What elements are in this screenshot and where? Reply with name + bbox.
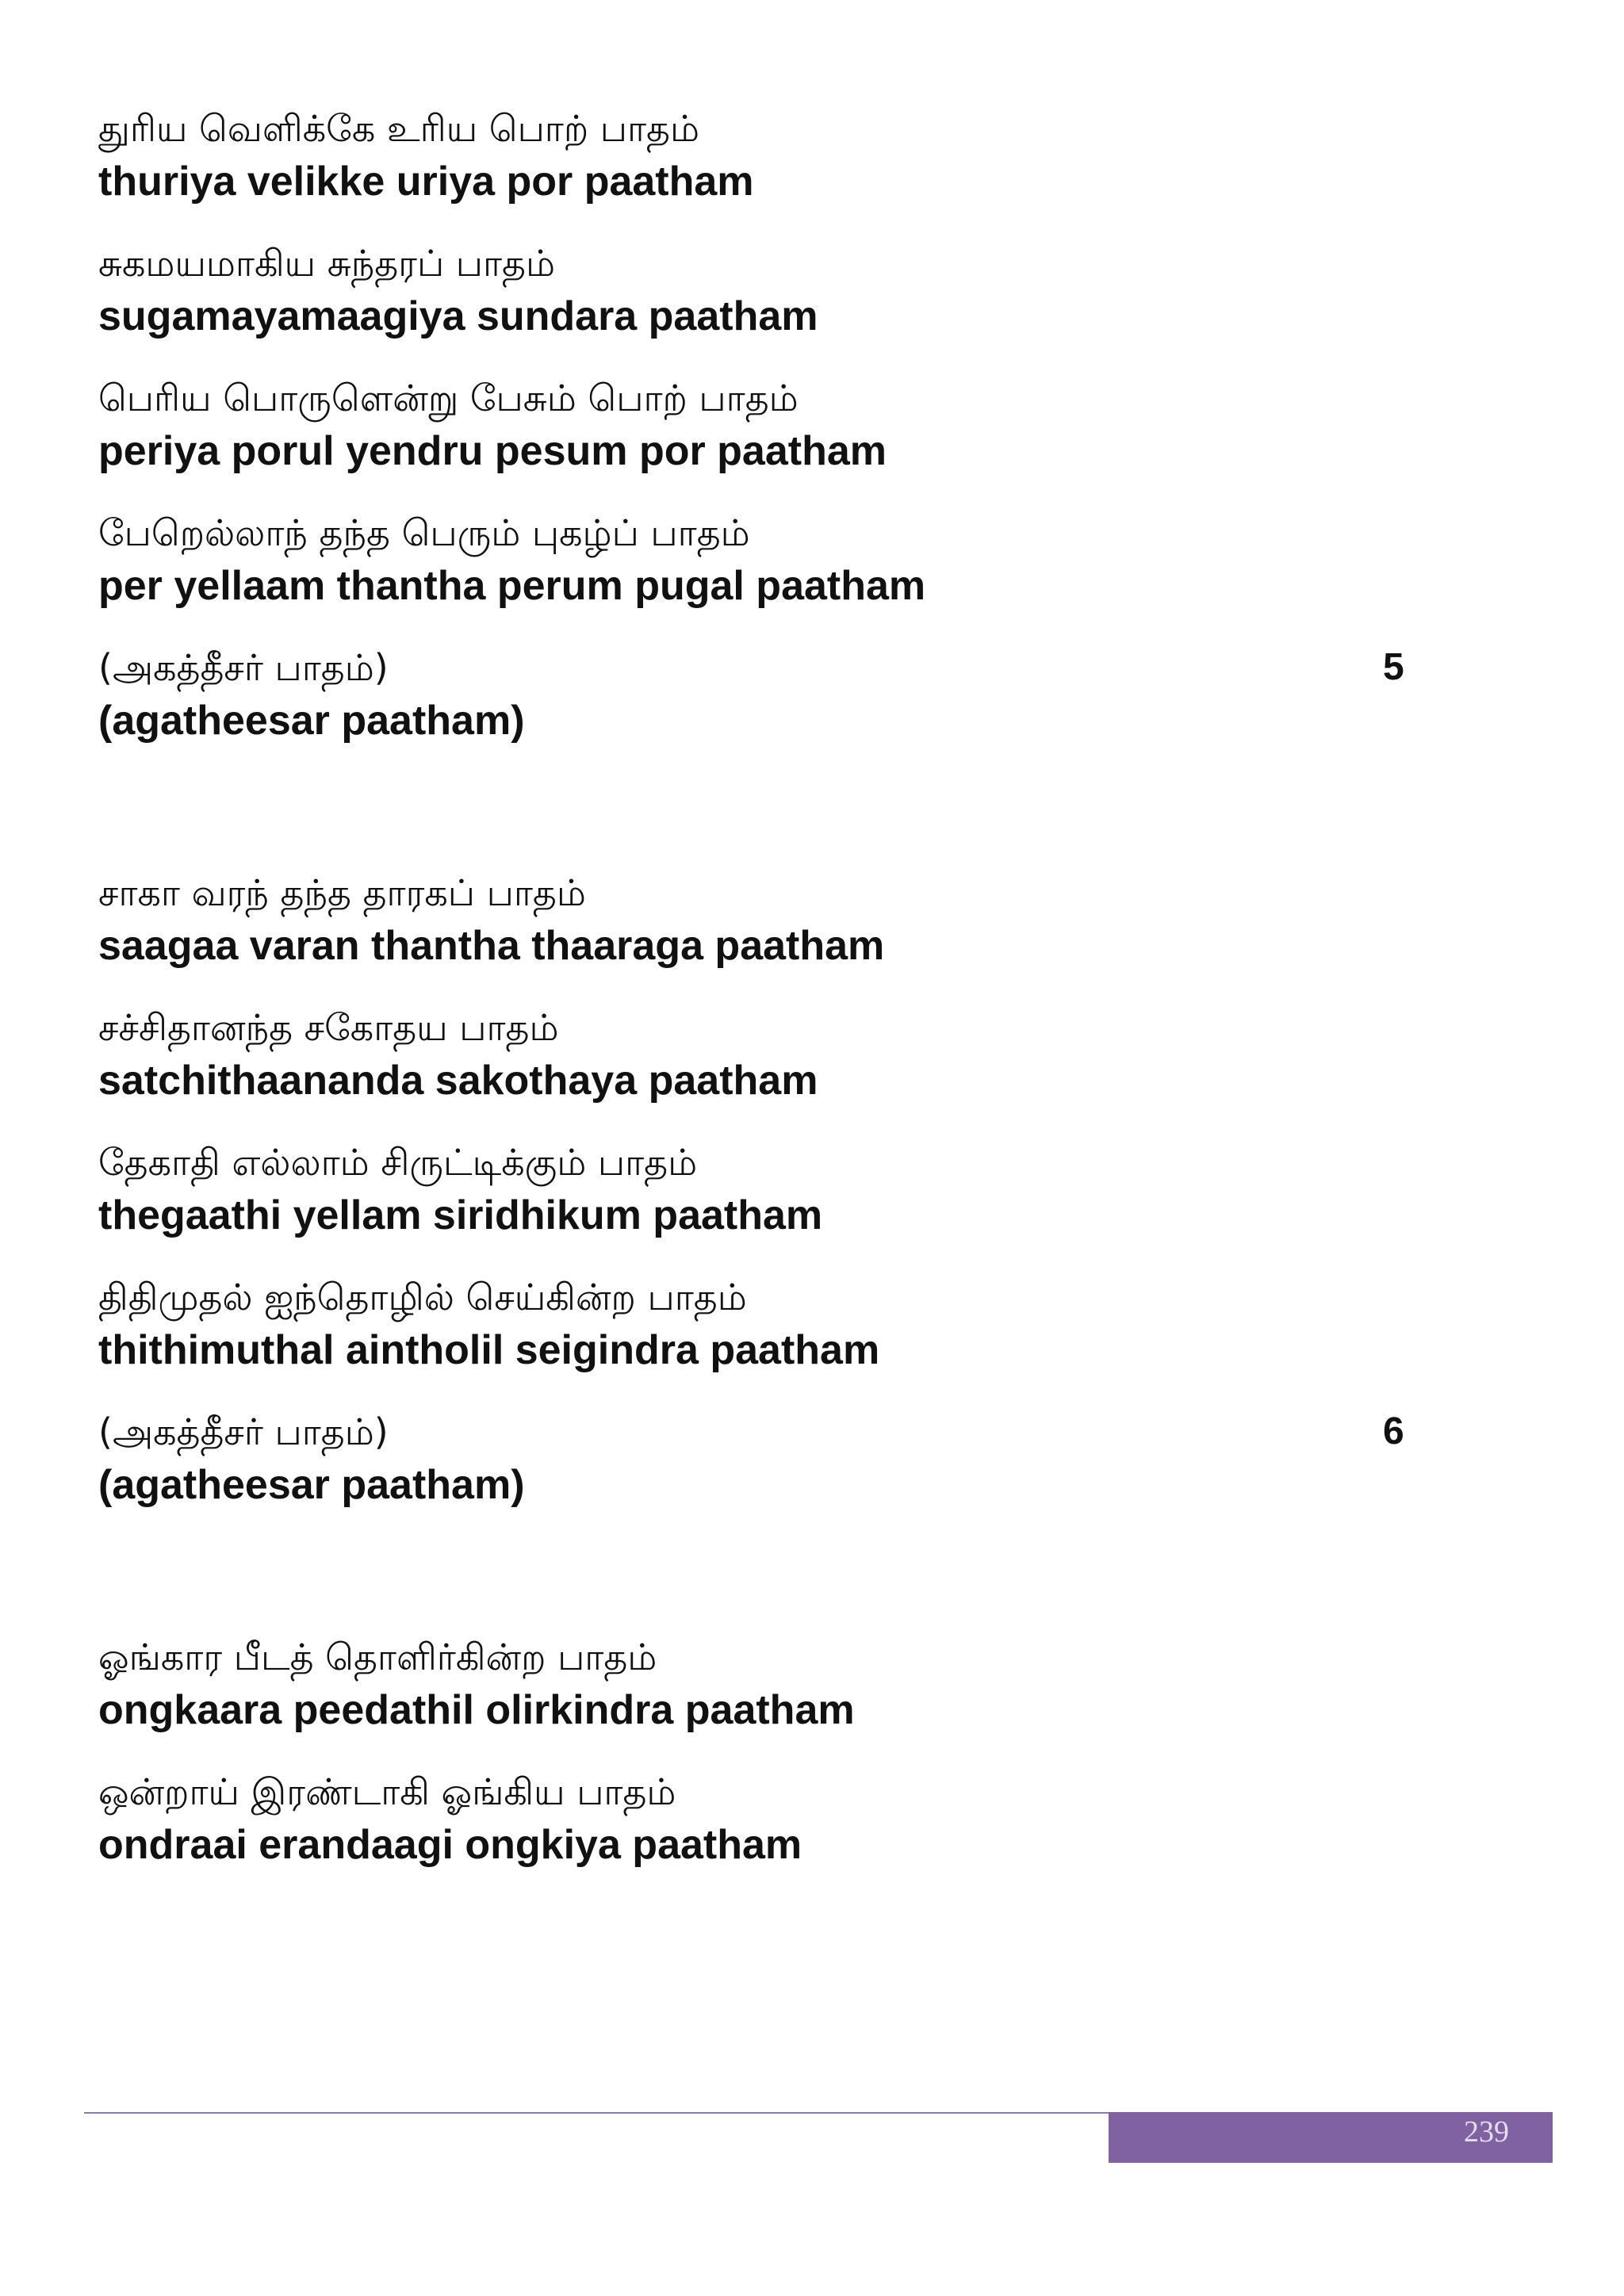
refrain-stanza (98, 1406, 1431, 1513)
page-number: 239 (1464, 2115, 1509, 2149)
transliteration-line: thegaathi yellam siridhikum paatham (98, 1192, 823, 1238)
tamil-line: துரிய வெளிக்கே உரிய பொற் பாதம் (98, 107, 700, 150)
tamil-line: பேறெல்லாந் தந்த பெரும் புகழ்ப் பாதம் (98, 511, 750, 554)
stanza (98, 1137, 1431, 1243)
tamil-refrain-line (98, 642, 1431, 693)
tamil-line: சாகா வரந் தந்த தாரகப் பாதம் (98, 871, 586, 914)
stanza (98, 238, 1431, 344)
verse-number: 6 (1383, 1410, 1404, 1452)
tamil-line: ஓங்கார பீடத் தொளிர்கின்ற பாதம் (98, 1636, 657, 1678)
tamil-line: சச்சிதானந்த சகோதய பாதம் (98, 1006, 559, 1049)
stanza (98, 1766, 1431, 1873)
stanza (98, 103, 1431, 209)
tamil-line: தேகாதி எல்லாம் சிருட்டிக்கும் பாதம் (98, 1141, 698, 1184)
transliteration-line: sugamayamaagiya sundara paatham (98, 293, 818, 339)
transliteration-refrain-line: (agatheesar paatham) (98, 698, 525, 744)
tamil-line: சுகமயமாகிய சுந்தரப் பாதம் (98, 242, 556, 285)
stanza (98, 507, 1431, 614)
transliteration-line: ongkaara peedathil olirkindra paatham (98, 1687, 855, 1733)
tamil-refrain-line (98, 1406, 1431, 1457)
tamil-refrain-text: (அகத்தீசர் பாதம்) (98, 646, 389, 689)
transliteration-line: ondraai erandaagi ongkiya paatham (98, 1822, 802, 1868)
transliteration-line: thuriya velikke uriya por paatham (98, 159, 754, 205)
page-number-box (1109, 2112, 1553, 2163)
stanza (98, 1272, 1431, 1378)
transliteration-line: per yellaam thantha perum pugal paatham (98, 563, 926, 609)
transliteration-refrain-line: (agatheesar paatham) (98, 1462, 525, 1508)
stanza (98, 373, 1431, 479)
tamil-line: பெரிய பொருளென்று பேசும் பொற் பாதம் (98, 377, 799, 419)
transliteration-line: satchithaananda sakothaya paatham (98, 1058, 818, 1104)
transliteration-line: saagaa varan thantha thaaraga paatham (98, 923, 885, 969)
tamil-line: திதிமுதல் ஐந்தொழில் செய்கின்ற பாதம் (98, 1276, 747, 1318)
transliteration-line: thithimuthal aintholil seigindra paatham (98, 1327, 880, 1373)
verse-text (98, 103, 1431, 1901)
transliteration-line: periya porul yendru pesum por paatham (98, 428, 887, 474)
stanza (98, 1632, 1431, 1738)
tamil-line: ஒன்றாய் இரண்டாகி ஓங்கிய பாதம் (98, 1770, 676, 1813)
verse-number: 5 (1383, 646, 1404, 688)
stanza (98, 867, 1431, 974)
refrain-stanza (98, 642, 1431, 748)
stanza (98, 1002, 1431, 1108)
tamil-refrain-text: (அகத்தீசர் பாதம்) (98, 1410, 389, 1453)
